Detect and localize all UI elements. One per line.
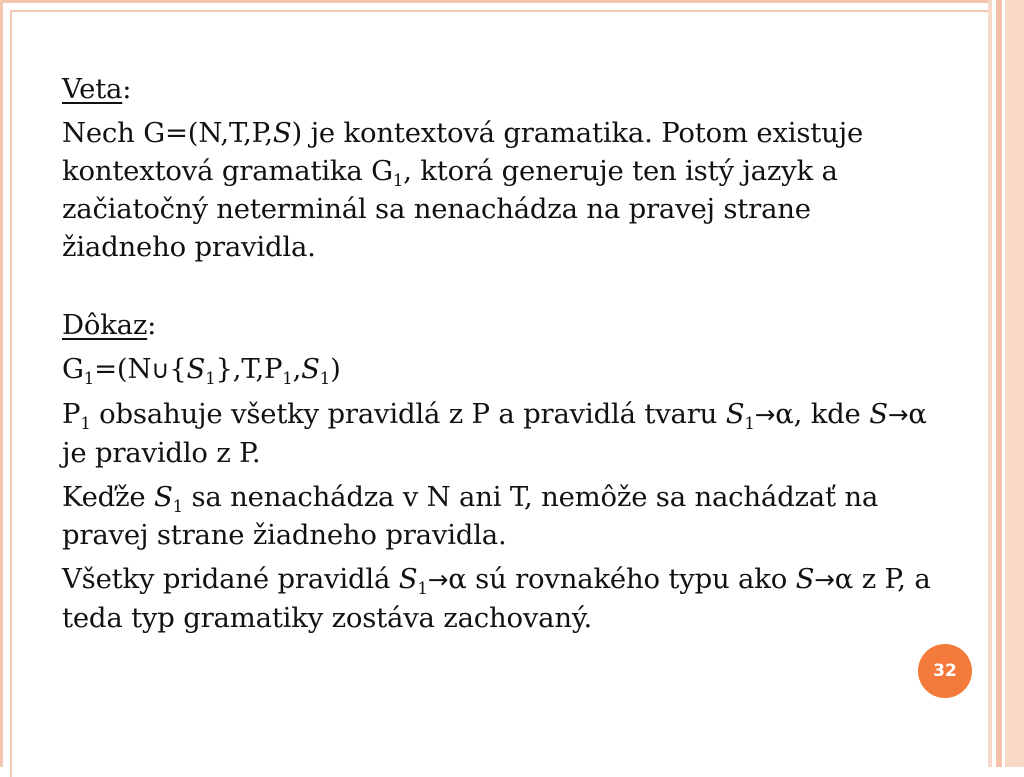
veta-label: Veta <box>62 73 123 105</box>
p1-rules-line: $P_1$ obsahuje všetky pravidlá z P a pravidlá tvaru $S_1\to\alpha$, kde S→α je pravidlo z P. <box>62 398 927 469</box>
page-number-badge <box>918 644 972 698</box>
kedze-line: Keďže $S_1$ sa nenachádza v N ani T, nemôže sa nachádzať na pravej strane žiadneho pravidla. <box>62 481 879 551</box>
theorem-statement: Nech G=(N,T,P,S) je kontextová gramatika. Potom existuje kontextová gramatika $G_1$, ktorá generuje ten istý jazyk a začiatočný neterminál sa nenachádza na pravej strane žiadneho pravidla. <box>62 117 864 263</box>
dokaz-heading: Dôkaz: <box>62 309 157 341</box>
veta-heading: Veta: <box>62 73 132 105</box>
page-number: 32 <box>933 661 957 681</box>
vsetky-line: Všetky pridané pravidlá $S_1\to\alpha$ sú rovnakého typu ako S→α z P, a teda typ gramatiky zostáva zachovaný. <box>62 563 931 634</box>
slide-content <box>62 70 942 637</box>
dokaz-label: Dôkaz <box>62 309 148 341</box>
g1-definition: $G_1=(N\cup\{S_1\},T,P_1,S_1)$ <box>62 353 341 388</box>
right-decorative-stripes <box>988 0 1024 767</box>
